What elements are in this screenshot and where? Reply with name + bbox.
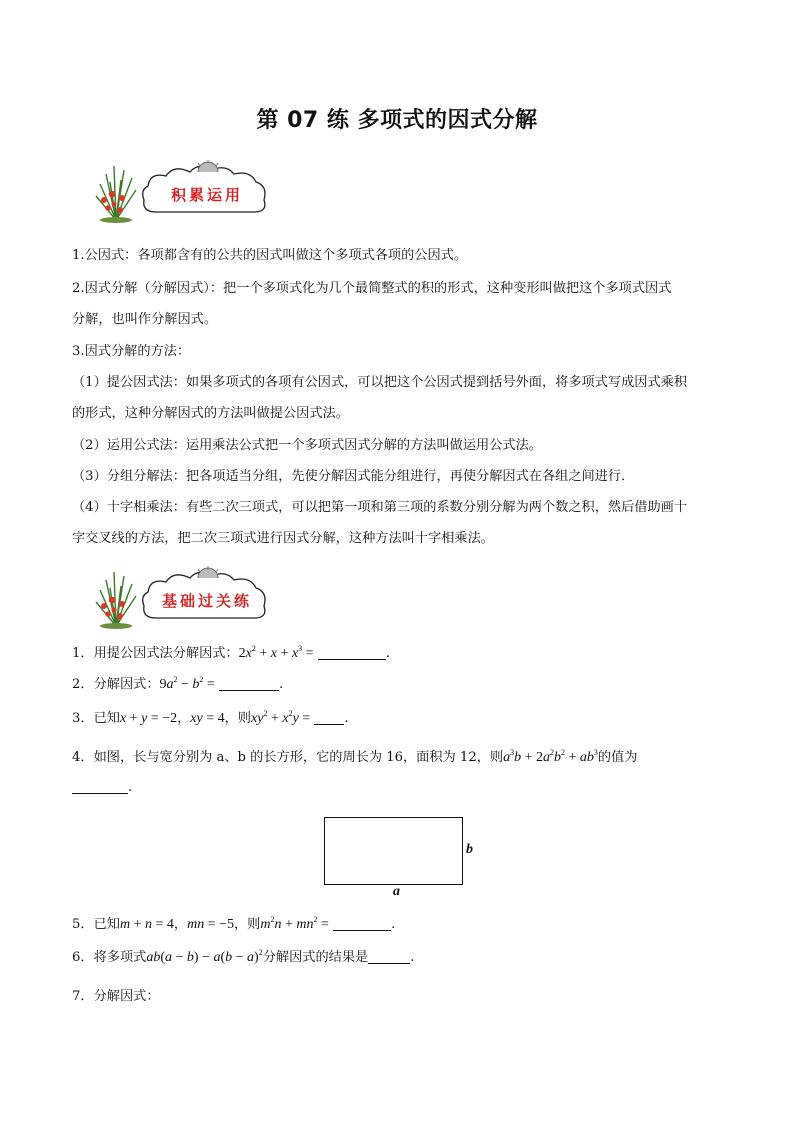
question-7: 7．分解因式： (72, 989, 160, 1004)
side-label-a: a (393, 884, 400, 899)
question-4: 4．如图，长与宽分别为 a、b 的长方形，它的周长为 16，面积为 12，则$a^3b + 2a^2b^2 + ab^3$的值为 (72, 748, 638, 765)
question-6: 6．将多项式$ab(a - b) - a(b - a)^2$分解因式的结果是 . (72, 948, 415, 965)
concept-line: （3）分组分解法：把各项适当分组，先使分解因式能分组进行，再使分解因式在各组之间进行． (72, 469, 635, 484)
math-expression: $2x^2 + x + x^3$ = (238, 644, 314, 661)
math-expression: $9a^2 - b^2$ = (159, 675, 215, 692)
answer-blank[interactable] (333, 916, 391, 931)
math-expression: xy = 4 (190, 711, 225, 726)
concept-line: 3.因式分解的方法： (72, 344, 191, 359)
page-title: 第 07 练 多项式的因式分解 (256, 108, 538, 133)
question-5: 5．已知m + n = 4，mn = −5，则$m^2n + mn^2$ = . (72, 915, 396, 932)
concept-line: 的形式，这种分解因式的方法叫做提公因式法。 (72, 406, 349, 421)
math-expression: x + y = −2 (119, 711, 178, 726)
answer-blank[interactable] (318, 645, 386, 660)
answer-blank[interactable] (72, 779, 128, 794)
answer-blank[interactable] (219, 676, 279, 691)
math-expression: $xy^2 + x^2y$ = (251, 709, 311, 726)
question-text: 5．已知 (72, 917, 120, 932)
question-1: 1．用提公因式法分解因式：$2x^2 + x + x^3$ = . (72, 644, 390, 661)
concept-line: 分解，也叫作分解因式。 (72, 312, 218, 327)
math-expression: mn = −5 (187, 917, 234, 932)
question-text: 2．分解因式： (72, 677, 160, 692)
question-text: 6．将多项式 (72, 950, 147, 965)
math-expression: $ab(a - b) - a(b - a)^2$ (146, 948, 263, 965)
math-expression: m + n = 4 (119, 917, 174, 932)
question-text: 1．用提公因式法分解因式： (72, 646, 239, 661)
question-text: 3．已知 (72, 711, 120, 726)
concept-line: 字交叉线的方法，把二次三项式进行因式分解，这种方法叫十字相乘法。 (72, 531, 494, 546)
answer-blank[interactable] (314, 710, 344, 725)
math-expression: $a^3b + 2a^2b^2 + ab^3$ (503, 748, 598, 765)
question-2: 2．分解因式：$9a^2 - b^2$ = . (72, 675, 284, 692)
concept-line: （4）十字相乘法：有些二次三项式，可以把第一项和第三项的系数分别分解为两个数之积，然后借助画十 (72, 500, 688, 515)
banner-label: 基础过关练 (161, 592, 252, 610)
concept-line: （2）运用公式法：运用乘法公式把一个多项式因式分解的方法叫做运用公式法。 (72, 438, 542, 453)
banner-label: 积累运用 (170, 186, 243, 204)
section-banner-basic (86, 566, 286, 630)
concept-line: 2.因式分解（分解因式）：把一个多项式化为几个最简整式的积的形式，这种变形叫做把这个多项式因式 (72, 281, 672, 296)
question-text: 4．如图，长与宽分别为 a、b 的长方形，它的周长为 16，面积为 12，则 (72, 750, 504, 765)
answer-blank[interactable] (368, 949, 410, 964)
question-4-answer: . (72, 778, 732, 798)
section-banner-accumulate (86, 160, 286, 224)
math-expression: $m^2n + mn^2$ = (260, 915, 329, 932)
concept-line: 1.公因式：各项都含有的公共的因式叫做这个多项式各项的公因式。 (72, 248, 468, 263)
question-3: 3．已知x + y = −2，xy = 4，则$xy^2 + x^2y$ = . (72, 709, 349, 726)
side-label-b: b (466, 842, 473, 857)
rectangle-figure (324, 817, 463, 885)
concept-line: （1）提公因式法：如果多项式的各项有公因式，可以把这个公因式提到括号外面，将多项式写成因式乘积 (72, 375, 688, 390)
